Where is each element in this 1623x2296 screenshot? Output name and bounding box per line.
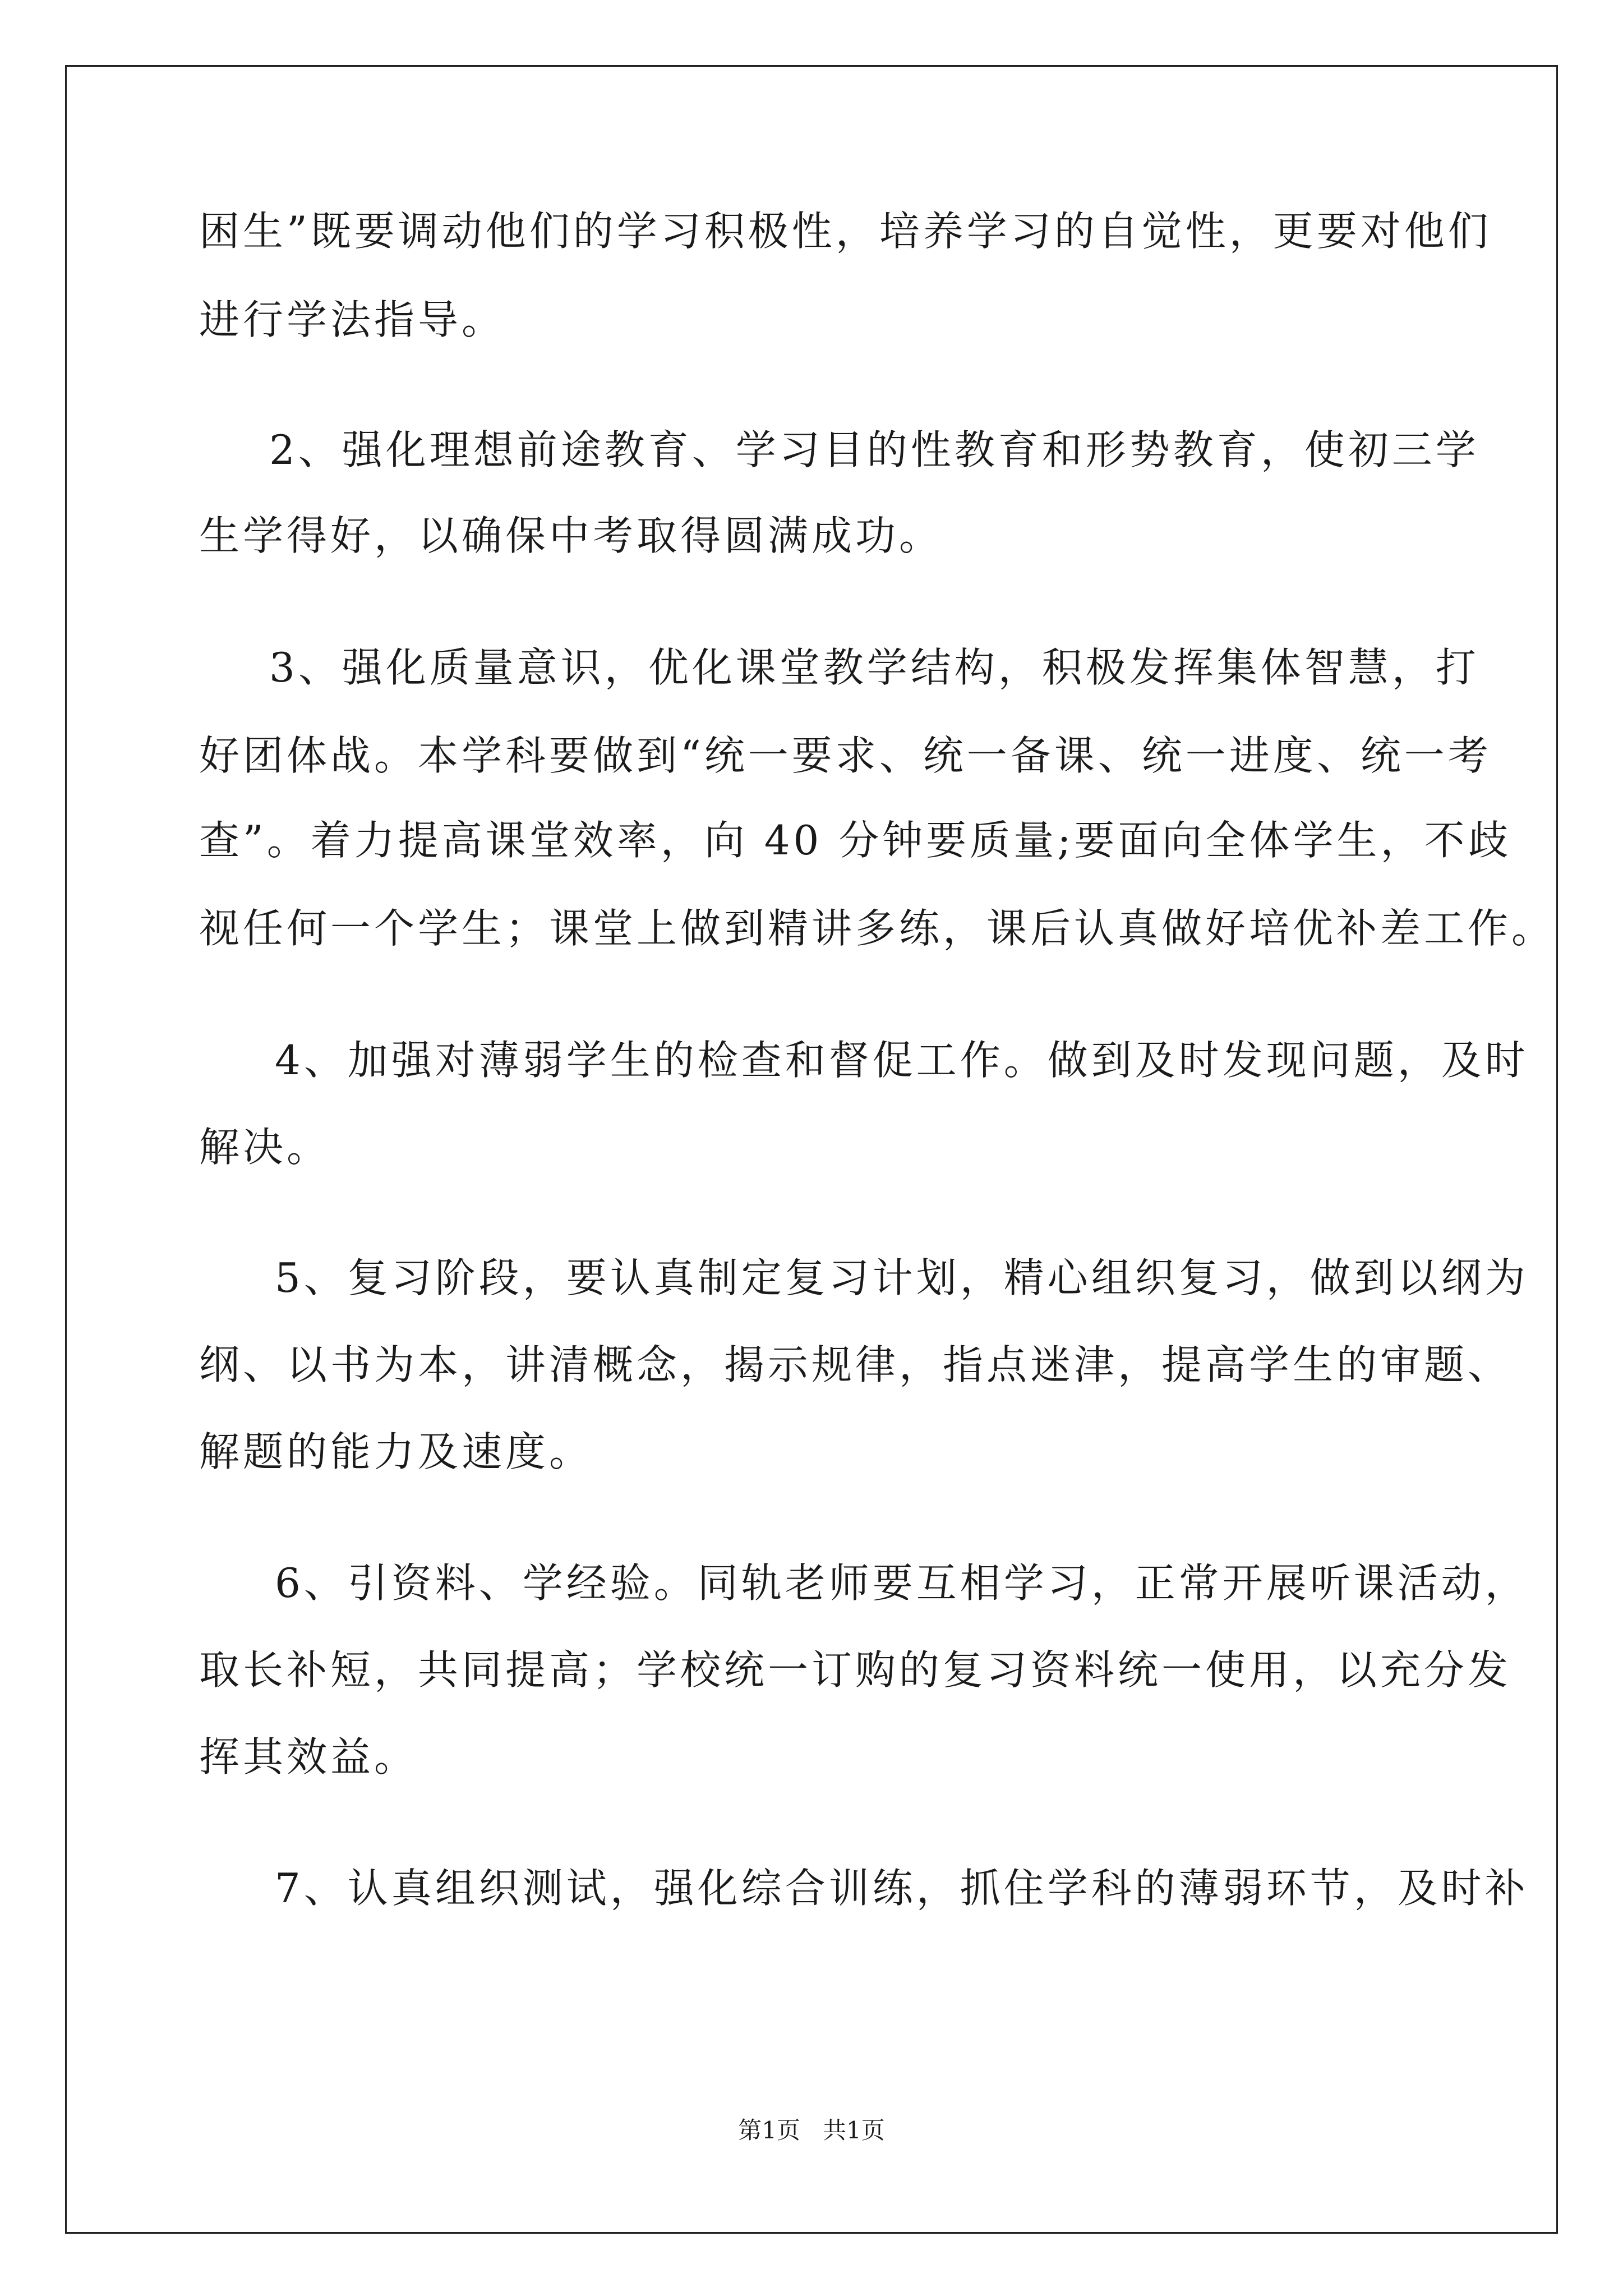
text-line: 3、强化质量意识，优化课堂教学结构，积极发挥集体智慧，打	[269, 644, 1479, 691]
text-line: 6、引资料、学经验。同轨老师要互相学习，正常开展听课活动，	[275, 1559, 1529, 1607]
text-line: 纲、以书为本，讲清概念，揭示规律，指点迷津，提高学生的审题、	[199, 1341, 1512, 1388]
text-line: 困生”既要调动他们的学习积极性，培养学习的自觉性，更要对他们	[199, 208, 1492, 255]
text-line: 好团体战。本学科要做到“统一要求、统一备课、统一进度、统一考	[199, 732, 1492, 779]
text-line: 7、认真组织测试，强化综合训练，抓住学科的薄弱环节，及时补	[275, 1865, 1529, 1912]
page-number-footer: 第1页 共1页	[738, 2116, 885, 2144]
text-line: 解题的能力及速度。	[199, 1428, 593, 1475]
text-line: 生学得好，以确保中考取得圆满成功。	[199, 512, 943, 559]
text-line: 查”。着力提高课堂效率，向 40 分钟要质量;要面向全体学生，不歧	[199, 817, 1512, 864]
text-line: 5、复习阶段，要认真制定复习计划，精心组织复习，做到以纲为	[275, 1254, 1529, 1301]
text-line: 视任何一个学生；课堂上做到精讲多练，课后认真做好培优补差工作。	[199, 905, 1556, 952]
text-line: 挥其效益。	[199, 1733, 418, 1780]
text-line: 进行学法指导。	[199, 296, 506, 343]
text-line: 2、强化理想前途教育、学习目的性教育和形势教育，使初三学	[269, 426, 1479, 473]
text-line: 解决。	[199, 1124, 331, 1171]
text-line: 取长补短，共同提高；学校统一订购的复习资料统一使用，以充分发	[199, 1646, 1512, 1694]
text-line: 4、加强对薄弱学生的检查和督促工作。做到及时发现问题，及时	[275, 1037, 1529, 1084]
